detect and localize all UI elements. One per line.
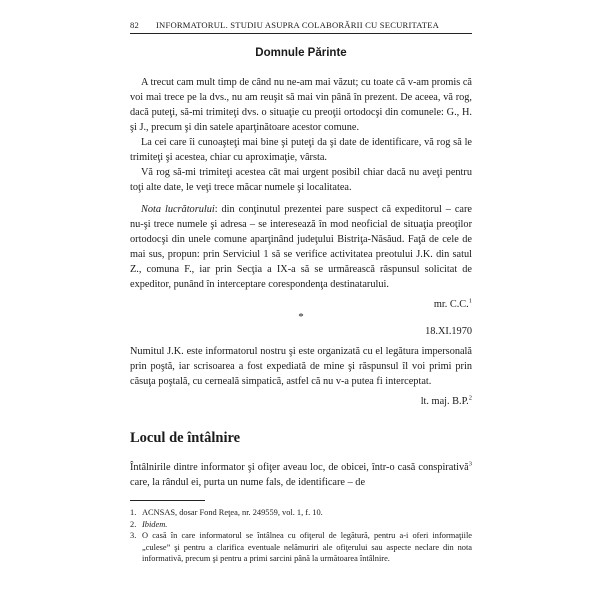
page-number: 82: [130, 20, 139, 30]
footnote-ref: 2: [468, 394, 472, 402]
note-text: : din conţinutul prezentei pare suspect că expeditorul – care nu-şi trece numele şi adresa – se interesează în mod neoficial de situaţia preoţilor ortodocşi din unele comune aparţinând judeţului Bistriţa-Năsăud. Faţă de cele de mai sus, propun: prin Serviciul 1 să se verifice activitatea preotului J.K. din satul Z., comuna F., iar prin Secţia a IX-a să se urmărească răspunsul solicitat de expeditor, punând în interceptare corespondenţa destinatarului.: [130, 204, 472, 290]
section-paragraph: [130, 460, 472, 490]
note-label: Nota lucrătorului: [141, 204, 215, 215]
informant-note: Numitul J.K. este informatorul nostru şi este organizată cu el legătura impersonală prin poştă, iar scrisoarea a fost expediată de mine şi răspunsul îl voi primi prin căsuţa poştală, cu cerneală simpatică, astfel că nu v-a putea fi interceptat.: [130, 346, 472, 387]
section-text: Întâlnirile dintre informator şi ofiţer aveau loc, de obicei, într-o casă conspirativă: [130, 462, 469, 473]
letter-paragraph: A trecut cam mult timp de când nu ne-am mai văzut; cu toate că v-am promis că voi mai trece pe la dvs., nu am reuşit să mai vin până în prezent. De aceea, vă rog, dacă puteţi, să-mi trimiteţi dvs. o situaţie cu preoţii ortodocşi din comunele: G., H. şi J., precum şi din satele aparţinătoare acestor comune.: [130, 77, 472, 133]
running-title: INFORMATORUL. STUDIU ASUPRA COLABORĂRII CU SECURITATEA: [156, 20, 440, 30]
footnote-number: 1.: [130, 508, 137, 517]
letter-title: Domnule Părinte: [255, 47, 347, 59]
section-text: care, la rândul ei, purta un nume fals, de identificare – de: [130, 477, 366, 488]
footnote: [130, 519, 472, 531]
footnote: [130, 530, 472, 565]
footnote-ref: 3: [468, 460, 472, 468]
officer-note: [130, 202, 472, 292]
footnote: [130, 507, 472, 519]
section-separator: *: [298, 311, 304, 323]
running-header: [130, 20, 472, 34]
note-date: 18.XI.1970: [425, 326, 472, 337]
footnote-text: Ibidem.: [142, 519, 168, 529]
letter-paragraph: Vă rog să-mi trimiteţi acestea cât mai urgent posibil chiar dacă nu aveţi pentru toţi alte date, le veţi trece măcar numele şi localitatea.: [130, 167, 472, 193]
officer-signature: [130, 299, 472, 310]
footnotes: [130, 507, 472, 565]
second-signature: [130, 396, 472, 407]
footnote-ref: 1: [468, 297, 472, 305]
section-heading: Locul de întâlnire: [130, 430, 241, 446]
page-content: [130, 20, 472, 565]
footnote-number: 2.: [130, 519, 137, 529]
signature-text: lt. maj. B.P.: [420, 396, 469, 407]
footnote-number: 3.: [130, 531, 137, 540]
footnote-divider: [130, 500, 205, 501]
footnote-text: O casă în care informatorul se întâlnea cu ofiţerul de legătură, pentru a-i oferi informaţiile „culese” şi pentru a clarifica eventuale nelămuriri ale ofiţerului sau aspecte neclare din nota informativă, precum şi pentru a primi sarcini până la următoarea întâlnire.: [142, 531, 472, 563]
footnote-text: ACNSAS, dosar Fond Reţea, nr. 249559, vol. 1, f. 10.: [142, 508, 323, 517]
letter-paragraph: La cei care îi cunoaşteţi mai bine şi puteţi da şi date de identificare, vă rog să le trimiteţi şi acestea, chiar cu aproximaţie, vârsta.: [130, 137, 472, 163]
signature-text: mr. C.C.: [433, 299, 469, 310]
